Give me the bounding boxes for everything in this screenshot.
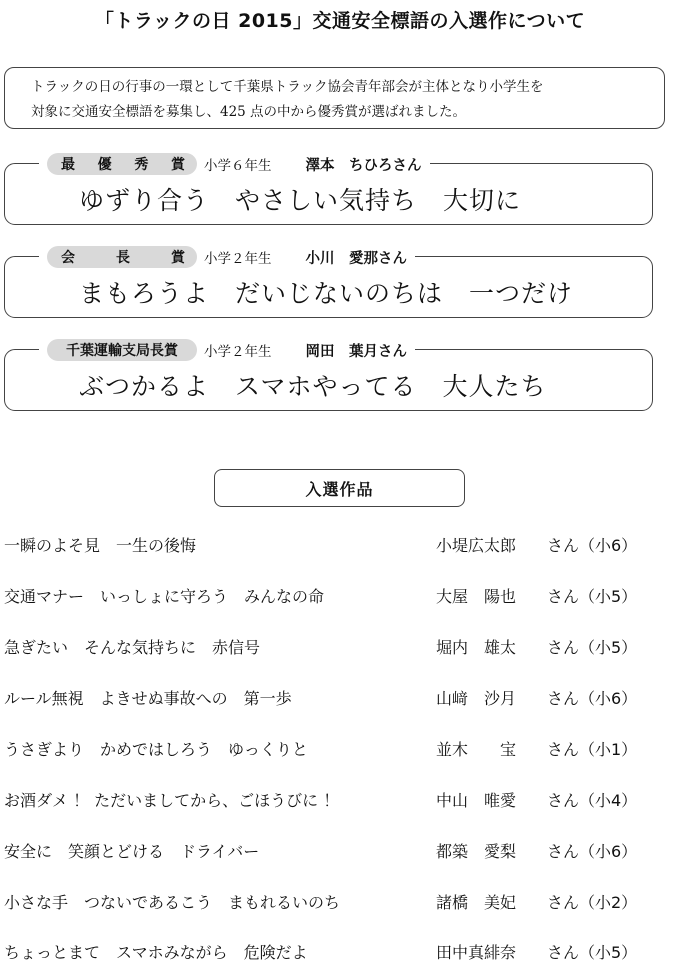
award-slogan: まもろうよ だいじないのちは 一つだけ — [79, 279, 574, 308]
entry-row — [0, 584, 680, 614]
section-title: 入選作品 — [214, 469, 465, 507]
award-box-president-prize — [4, 250, 653, 318]
entry-author: 中山 唯愛 — [436, 791, 517, 810]
award-grade: 小学２年生 — [204, 251, 272, 267]
award-box-transport-bureau-prize — [4, 343, 653, 411]
intro-line: 対象に交通安全標語を募集し、425 点の中から優秀賞が選ばれました。 — [31, 104, 467, 120]
entry-row — [0, 940, 680, 970]
entry-slogan: ルール無視 よきせぬ事故への 第一歩 — [4, 689, 292, 708]
award-header — [39, 338, 415, 362]
award-winner-name: 澤本 ちひろさん — [305, 157, 422, 174]
prize-badge — [47, 339, 197, 361]
award-slogan: ぶつかるよ スマホやってる 大人たち — [79, 372, 547, 401]
entry-row — [0, 635, 680, 665]
entry-grade: さん（小5） — [547, 943, 638, 962]
entry-row — [0, 890, 680, 920]
entry-grade: さん（小5） — [547, 638, 638, 657]
entry-grade: さん（小2） — [547, 893, 638, 912]
prize-badge — [47, 246, 197, 268]
entry-author: 小堤広太郎 — [436, 536, 517, 555]
prize-badge — [47, 153, 197, 175]
entry-author: 山﨑 沙月 — [436, 689, 517, 708]
entry-slogan: 一瞬のよそ見 一生の後悔 — [4, 536, 197, 555]
intro-box — [4, 67, 665, 129]
entry-grade: さん（小1） — [547, 740, 638, 759]
entry-grade: さん（小5） — [547, 587, 638, 606]
entry-slogan: うさぎより かめではしろう ゆっくりと — [4, 740, 308, 759]
entry-grade: さん（小6） — [547, 536, 638, 555]
entry-row — [0, 737, 680, 767]
award-slogan: ゆずり合う やさしい気持ち 大切に — [79, 186, 522, 215]
intro-line: トラックの日の行事の一環として千葉県トラック協会青年部会が主体となり小学生を — [31, 79, 544, 95]
prize-badge-char: 賞 — [171, 250, 185, 266]
prize-badge-char: 賞 — [170, 157, 185, 173]
entry-row — [0, 788, 680, 818]
entry-row — [0, 686, 680, 716]
entry-author: 大屋 陽也 — [436, 587, 517, 606]
entry-author: 並木 宝 — [436, 740, 517, 759]
prize-badge-char: 長 — [116, 250, 130, 266]
entry-slogan: 小さな手 つないであるこう まもれるいのち — [4, 893, 341, 912]
entry-slogan: 急ぎたい そんな気持ちに 赤信号 — [4, 638, 261, 657]
award-winner-name: 岡田 葉月さん — [305, 343, 407, 360]
award-winner-name: 小川 愛那さん — [305, 250, 407, 267]
entry-author: 諸橋 美妃 — [436, 893, 517, 912]
entry-grade: さん（小4） — [547, 791, 638, 810]
entry-slogan: 安全に 笑顔とどける ドライバー — [4, 842, 260, 861]
award-box-grand-prize — [4, 157, 653, 225]
entry-author: 堀内 雄太 — [436, 638, 517, 657]
award-grade: 小学２年生 — [204, 344, 272, 360]
award-grade: 小学６年生 — [204, 158, 272, 174]
entry-slogan: お酒ダメ ！ ただいましてから、ごほうびに ！ — [4, 791, 340, 810]
prize-badge-char: 最 — [61, 157, 75, 173]
entry-author: 田中真緋奈 — [436, 943, 517, 962]
prize-badge-char: 会 — [61, 250, 75, 266]
award-header — [39, 152, 430, 176]
entry-row — [0, 839, 680, 869]
prize-badge-char: 優 — [97, 157, 112, 173]
entry-author: 都築 愛梨 — [436, 842, 517, 861]
entry-slogan: ちょっとまて スマホみながら 危険だよ — [4, 943, 308, 962]
entry-grade: さん（小6） — [547, 842, 638, 861]
entry-grade: さん（小6） — [547, 689, 638, 708]
page-title: 「トラックの日 2015」交通安全標語の入選作について — [94, 10, 586, 32]
prize-badge-char: 秀 — [134, 157, 149, 173]
award-header — [39, 245, 415, 269]
entry-slogan: 交通マナー いっしょに守ろう みんなの命 — [4, 587, 325, 606]
entry-row — [0, 533, 680, 563]
prize-badge-text: 千葉運輸支局長賞 — [66, 343, 178, 359]
